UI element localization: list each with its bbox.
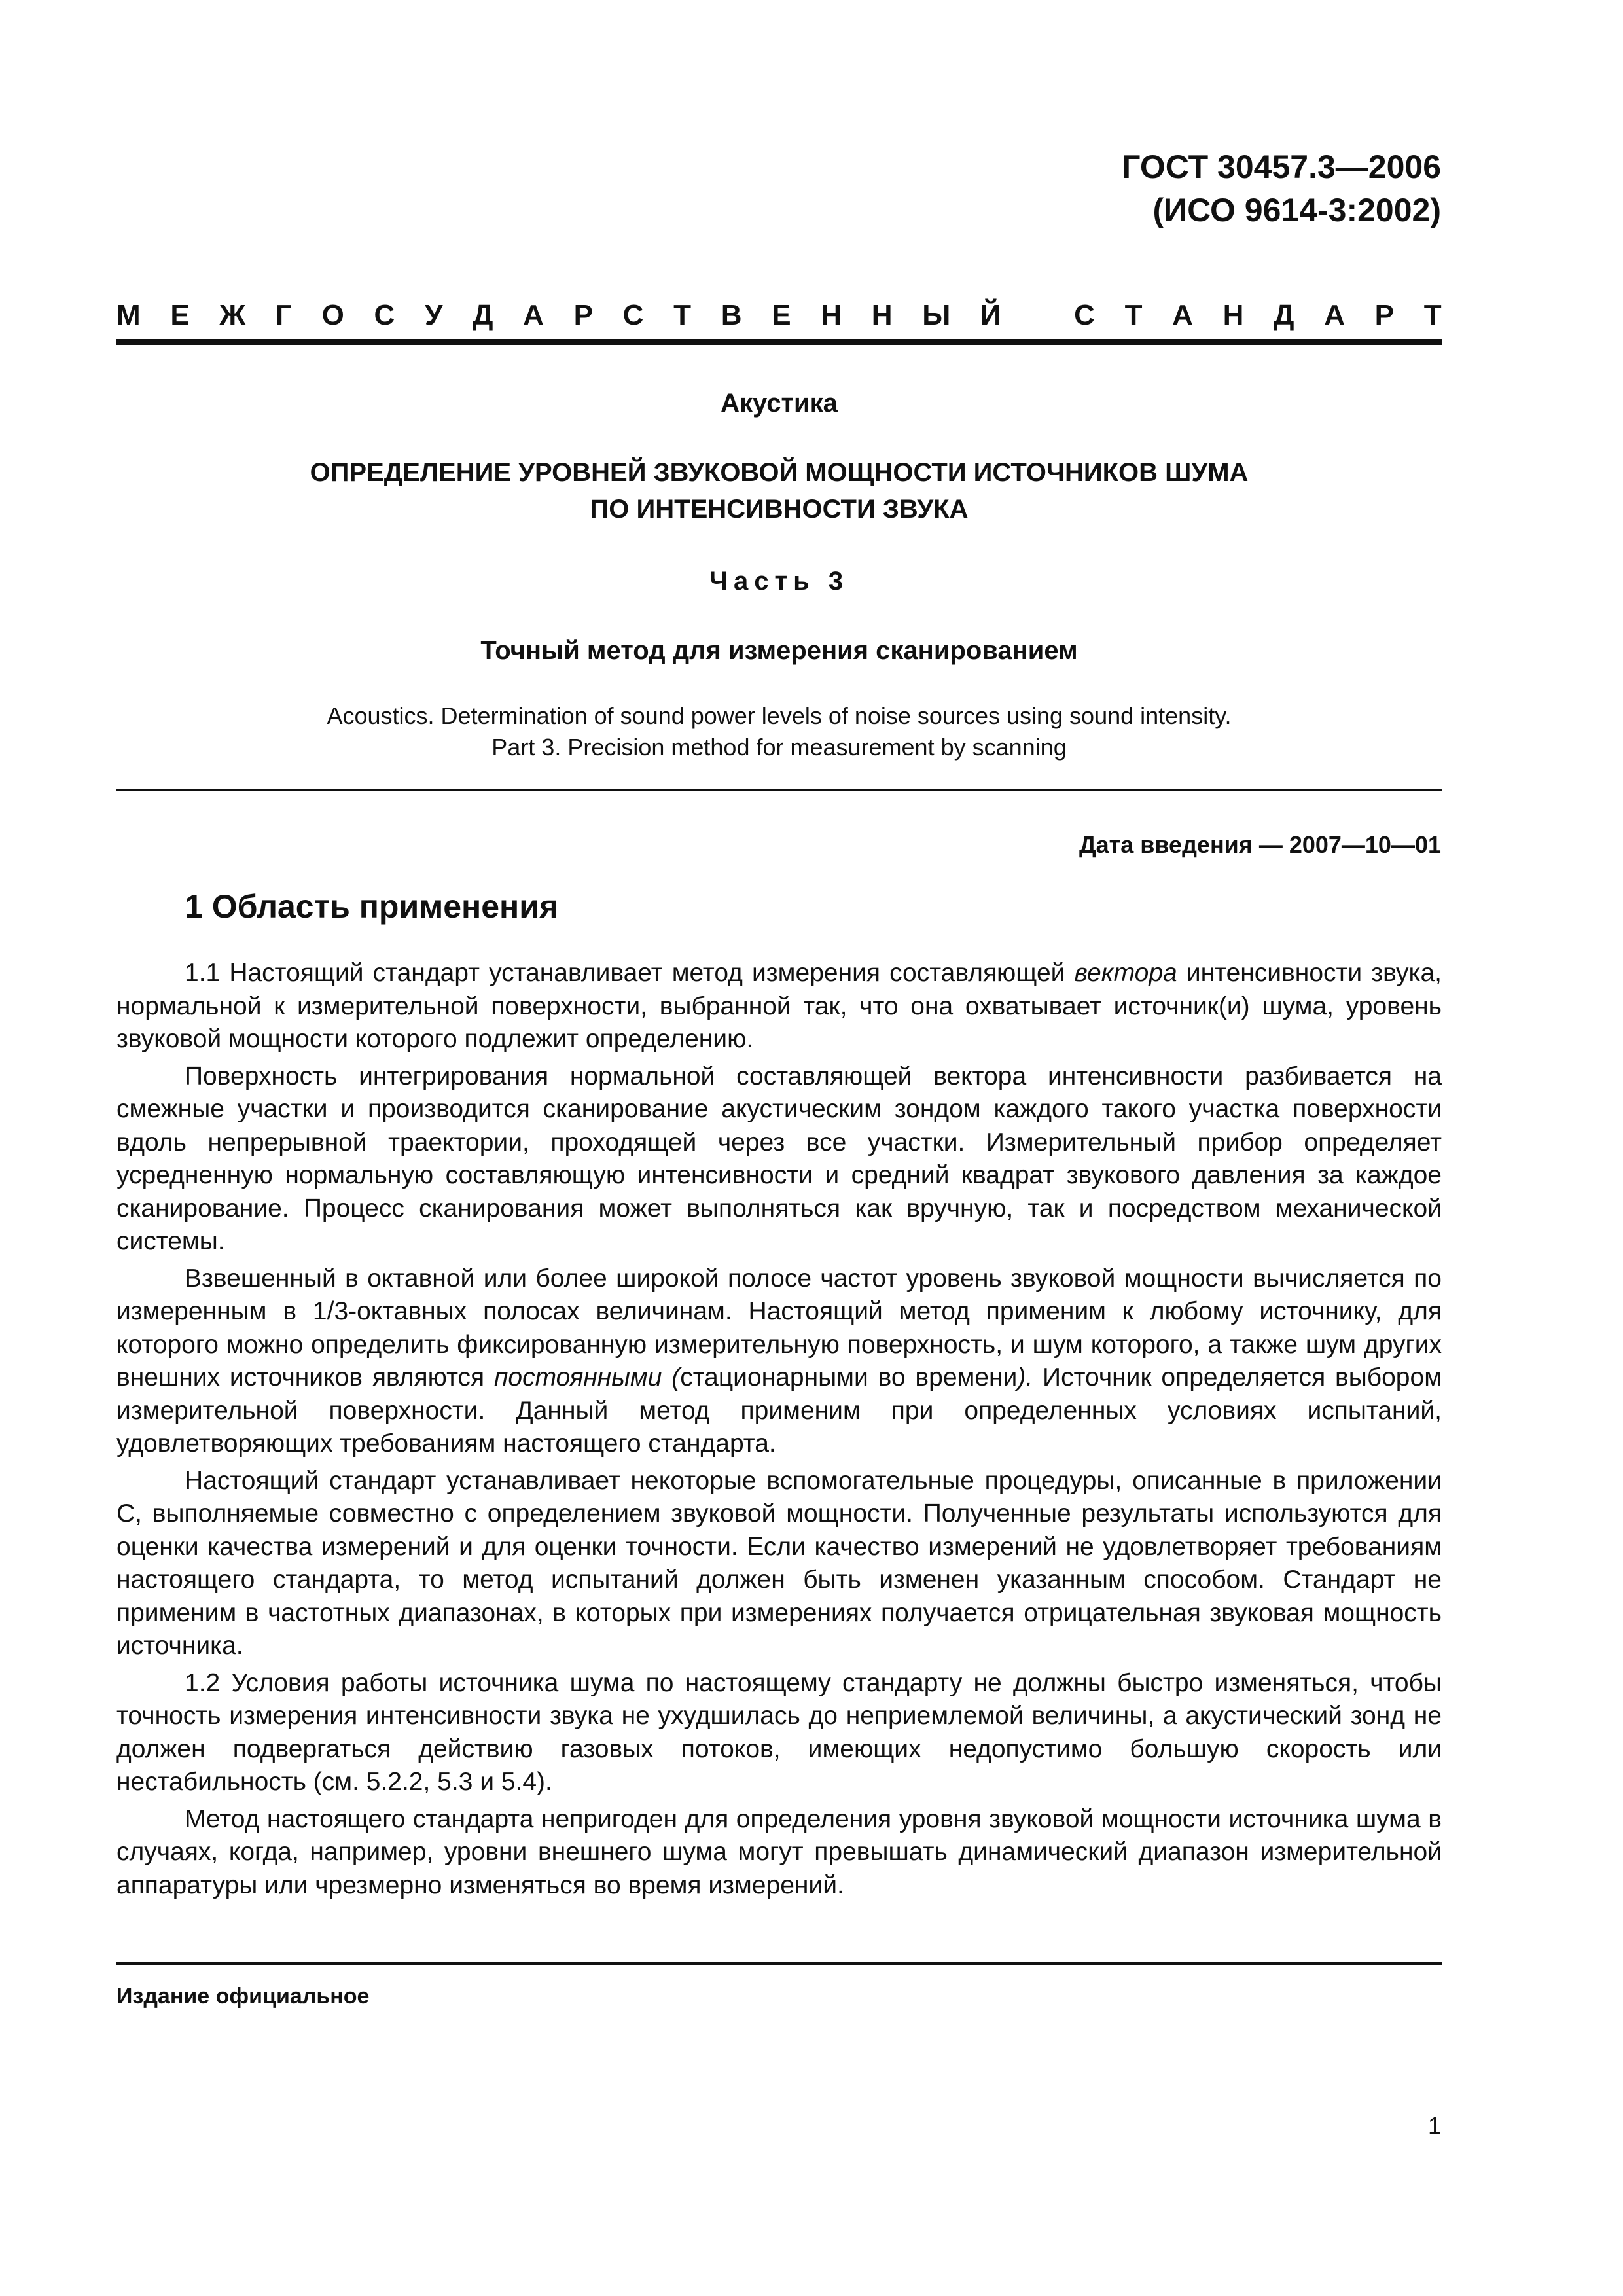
interstate-standard-banner: [116, 296, 1442, 335]
emphasis-close: ).: [1017, 1363, 1033, 1391]
main-title-line-2: ПО ИНТЕНСИВНОСТИ ЗВУКА: [590, 495, 969, 524]
subject-title: Акустика: [721, 389, 838, 418]
english-title-line-2: Part 3. Precision method for measurement by scanning: [491, 734, 1067, 761]
banner-letter: М: [116, 299, 141, 331]
main-title: [116, 454, 1442, 528]
iso-reference: (ИСО 9614-3:2002): [1152, 192, 1441, 228]
footer-rule: [116, 1962, 1442, 1965]
subtitle: Точный метод для измерения сканированием: [480, 636, 1078, 665]
introduction-date: Дата введения — 2007—10—01: [1079, 831, 1441, 858]
banner-letter: А: [1324, 299, 1345, 331]
banner-letter: С: [1074, 299, 1095, 331]
english-title: [116, 700, 1442, 763]
standard-number-block: [1122, 145, 1441, 232]
banner-letter: А: [523, 299, 544, 331]
banner-letter: Т: [1423, 299, 1442, 331]
banner-letter: О: [321, 299, 344, 331]
banner-word-gap: [1031, 296, 1044, 335]
banner-letter: Е: [170, 299, 190, 331]
banner-letter: А: [1172, 299, 1193, 331]
part-title: Часть 3: [709, 567, 849, 596]
banner-letter: С: [622, 299, 644, 331]
banner-letter: Й: [980, 299, 1001, 331]
paragraph-4: Настоящий стандарт устанавливает некоторые вспомогательные процедуры, описанные в приложении С, выполняемые совместно с определением звуковой мощности. Полученные результаты используются для оценки качества измерений и для оценки точности. Если качество измерений не удовлетворяет требованиям настоящего стандарта, то метод испытаний должен быть изменен указанным способом. Стандарт не применим в частотных диапазонах, в которых при измерениях получается отрицательная звуковая мощность источника.: [116, 1466, 1442, 1660]
banner-letter: Т: [673, 299, 692, 331]
section-title: 1 Область применения: [185, 888, 559, 925]
emphasis-constant: постоянными (: [493, 1363, 681, 1391]
banner-letter: У: [424, 299, 443, 331]
official-edition-label: Издание официальное: [116, 1984, 370, 2009]
banner-letter: Д: [1274, 299, 1294, 331]
title-rule: [116, 789, 1442, 791]
paragraph-3: Взвешенный в октавной или более широкой полосе частот уровень звуковой мощности вычисляется по измеренным в 1/3-октавных полосах величинам. Настоящий метод применим к любому источнику, для которого можно определить фиксированную измерительную поверхность, и шум которого, а также шум других внешних источников являются постоянными (стационарными во времени). Источник определяется выбором измерительной поверхности. Данный метод применим при определенных условиях испытаний, удовлетворяющих требованиям настоящего стандарта.: [116, 1264, 1442, 1458]
paragraph-1-2: 1.2 Условия работы источника шума по настоящему стандарту не должны быстро изменяться, чтобы точность измерения интенсивности звука не ухудшилась до неприемлемой величины, а акустический зонд не должен подвергаться действию газовых потоков, имеющих недопустимо большую скорость или нестабильность (см. 5.2.2, 5.3 и 5.4).: [116, 1668, 1442, 1796]
standard-number: ГОСТ 30457.3—2006: [1122, 149, 1441, 185]
banner-rule: [116, 339, 1442, 345]
emphasis-vector: вектора: [1074, 959, 1177, 987]
paragraph-2: Поверхность интегрирования нормальной составляющей вектора интенсивности разбивается на смежные участки и производится сканирование акустическим зондом каждого такого участка поверхности вдоль непрерывной траектории, проходящей через все участки. Измерительный прибор определяет усредненную нормальную составляющую интенсивности и средний квадрат звукового давления за каждое сканирование. Процесс сканирования может выполняться как вручную, так и посредством механической системы.: [116, 1062, 1442, 1255]
banner-letter: Г: [275, 299, 292, 331]
banner-letter: Н: [1222, 299, 1244, 331]
banner-letter: Н: [821, 299, 842, 331]
banner-letter: Е: [772, 299, 791, 331]
page-number: 1: [1427, 2112, 1441, 2139]
banner-letter: Ы: [922, 299, 951, 331]
section-body: [116, 957, 1442, 1906]
banner-letter: Д: [473, 299, 493, 331]
banner-letter: Р: [1374, 299, 1395, 331]
banner-letter: В: [721, 299, 742, 331]
banner-letter: Т: [1124, 299, 1143, 331]
paragraph-1-1: 1.1 Настоящий стандарт устанавливает метод измерения составляющей вектора интенсивности звука, нормальной к измерительной поверхности, выбранной так, что она охватывает источник(и) шума, уровень звуковой мощности которого подлежит определению.: [116, 959, 1442, 1053]
main-title-line-1: ОПРЕДЕЛЕНИЕ УРОВНЕЙ ЗВУКОВОЙ МОЩНОСТИ ИСТОЧНИКОВ ШУМА: [310, 458, 1249, 487]
banner-letter: Н: [871, 299, 893, 331]
english-title-line-1: Acoustics. Determination of sound power levels of noise sources using sound intensity.: [327, 702, 1232, 729]
banner-letter: Р: [573, 299, 593, 331]
paragraph-6: Метод настоящего стандарта непригоден для определения уровня звуковой мощности источника шума в случаях, когда, например, уровни внешнего шума могут превышать динамический диапазон измерительной аппаратуры или чрезмерно изменяться во время измерений.: [116, 1804, 1442, 1899]
banner-letter: С: [374, 299, 395, 331]
banner-letter: Ж: [219, 299, 246, 331]
